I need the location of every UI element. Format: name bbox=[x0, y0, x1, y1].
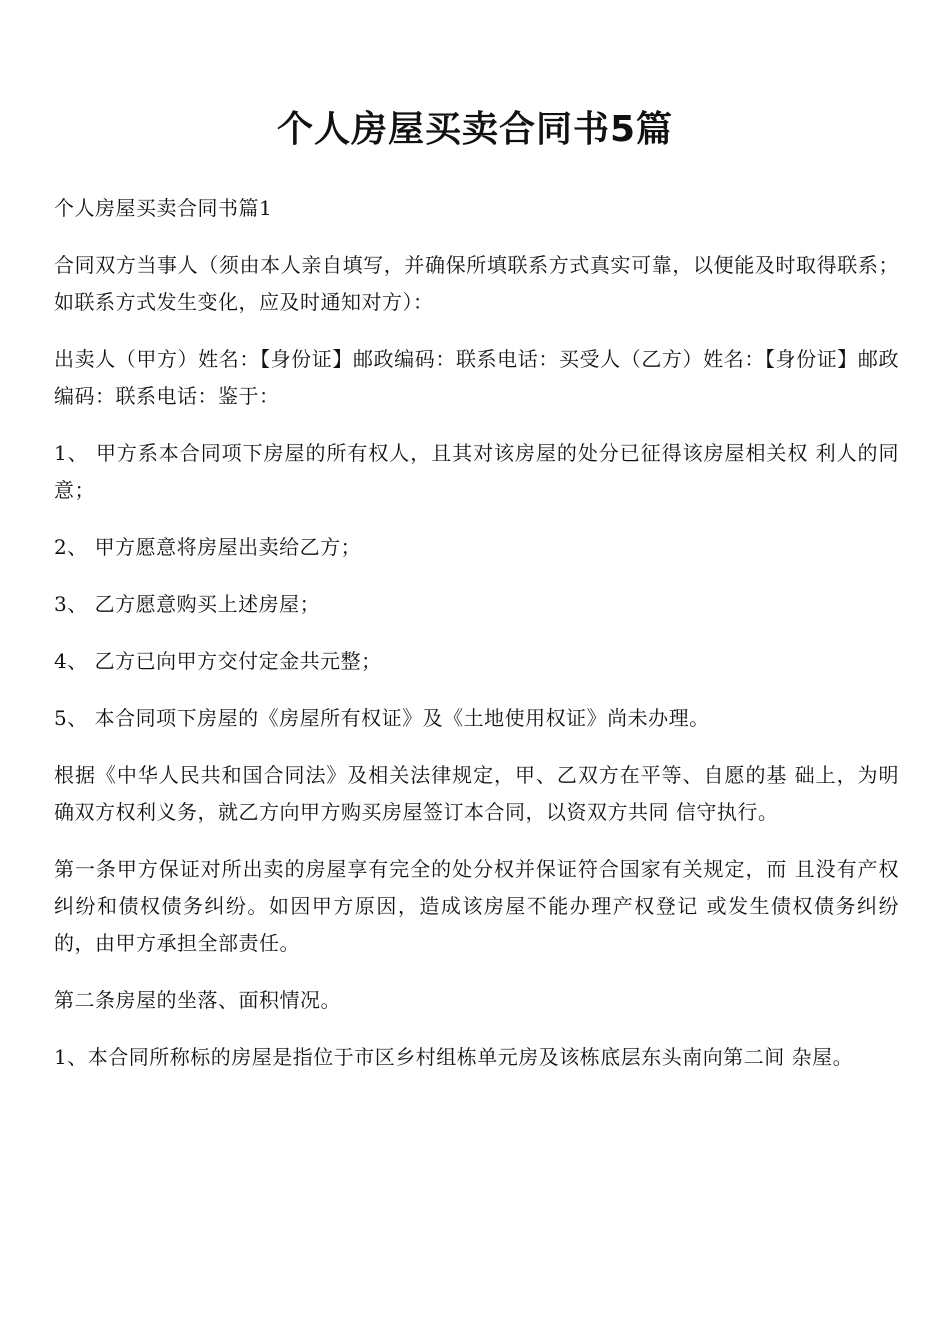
paragraph-parties-note: 合同双方当事人（须由本人亲自填写，并确保所填联系方式真实可靠，以便能及时取得联系；如联系方式发生变化，应及时通知对方）： bbox=[54, 253, 899, 314]
list-item: 3、 乙方愿意购买上述房屋； bbox=[54, 592, 321, 616]
document-body bbox=[54, 190, 899, 1096]
list-item: 4、 乙方已向甲方交付定金共元整； bbox=[54, 649, 382, 673]
document-title: 个人房屋买卖合同书5篇 bbox=[276, 109, 674, 150]
article-1: 第一条甲方保证对所出卖的房屋享有完全的处分权并保证符合国家有关规定，而 且没有产权纠纷和债权债务纠纷。如因甲方原因，造成该房屋不能办理产权登记 或发生债权债务纠纷的，由甲方承担全部责任。 bbox=[54, 857, 899, 955]
list-item: 2、 甲方愿意将房屋出卖给乙方； bbox=[54, 535, 362, 559]
paragraph-party-info: 出卖人（甲方）姓名：【身份证】邮政编码：联系电话：买受人（乙方）姓名：【身份证】邮政编码：联系电话：鉴于： bbox=[54, 347, 899, 408]
list-item: 1、 甲方系本合同项下房屋的所有权人，且其对该房屋的处分已征得该房屋相关权 利人的同意； bbox=[54, 441, 899, 502]
paragraph-legal-basis: 根据《中华人民共和国合同法》及相关法律规定，甲、乙双方在平等、自愿的基 础上，为明确双方权利义务，就乙方向甲方购买房屋签订本合同，以资双方共同 信守执行。 bbox=[54, 763, 899, 824]
article-2-heading: 第二条房屋的坐落、面积情况。 bbox=[54, 988, 341, 1012]
article-2-item-1: 1、本合同所称标的房屋是指位于市区乡村组栋单元房及该栋底层东头南向第二间 杂屋。 bbox=[54, 1045, 854, 1069]
section-heading: 个人房屋买卖合同书篇1 bbox=[54, 196, 273, 220]
list-item: 5、 本合同项下房屋的《房屋所有权证》及《土地使用权证》尚未办理。 bbox=[54, 706, 710, 730]
